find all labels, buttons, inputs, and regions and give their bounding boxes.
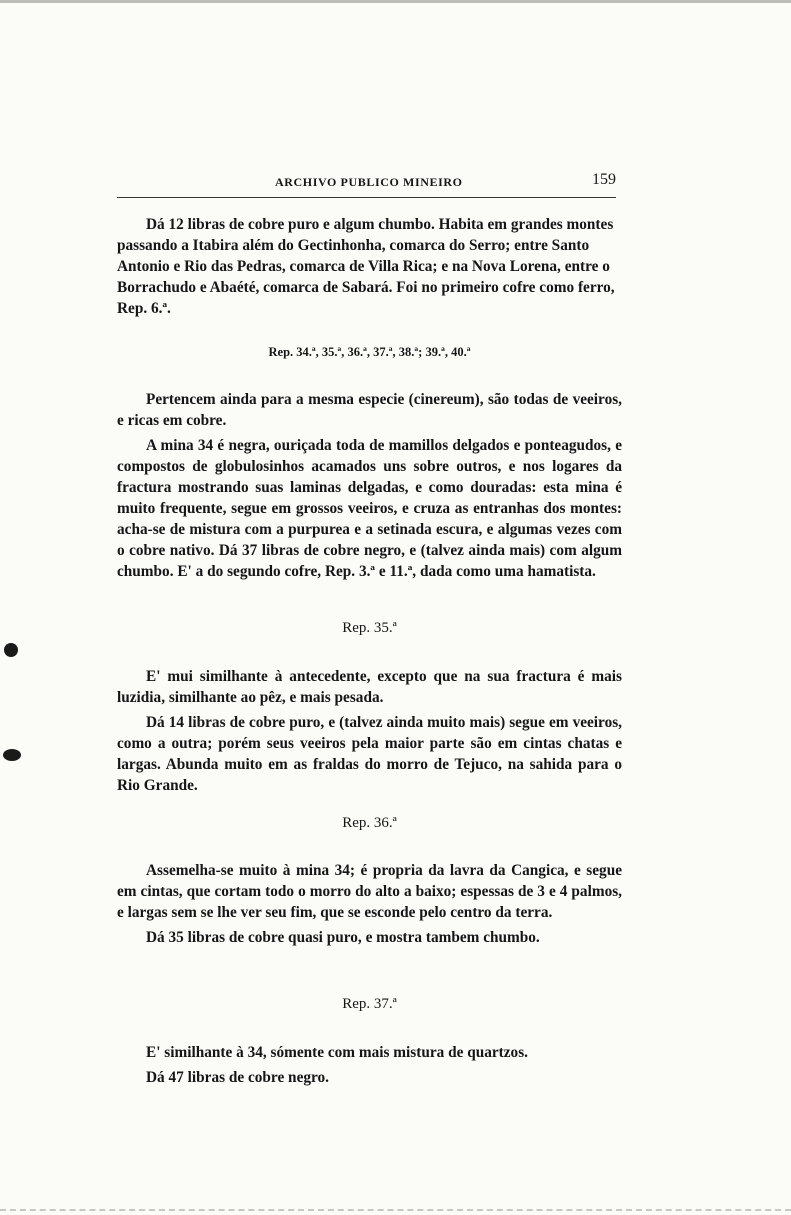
paragraph: A mina 34 é negra, ouriçada toda de mamillos delgados e ponteagudos, e compostos de globulosinhos acamados uns sobre outros, e nos logares da fractura mostrando suas laminas delgadas, e como douradas: esta mina é muito frequente, segue em grossos veeiros, e cruza as entranhas dos montes: acha-se de mistura com a purpurea e a setinada escura, e algumas vezes com o cobre nativo. Dá 37 libras de cobre negro, e (talvez ainda mais) com algum chumbo. E' a do segundo cofre, Rep. 3.ª e 11.ª, dada como uma hamatista. bbox=[117, 437, 622, 580]
section-body bbox=[117, 860, 622, 952]
paragraph: Pertencem ainda para a mesma especie (cinereum), são todas de veeiros, e ricas em cobre. bbox=[117, 391, 622, 429]
margin-ink-blot bbox=[4, 643, 18, 657]
section-heading: Rep. 34.ª, 35.ª, 36.ª, 37.ª, 38.ª; 39.ª, 40.ª bbox=[268, 345, 471, 359]
running-head: ARCHIVO PUBLICO MINEIRO bbox=[275, 175, 463, 189]
section-heading: Rep. 37.ª bbox=[342, 996, 397, 1012]
section-body bbox=[117, 666, 622, 800]
section-body bbox=[117, 389, 622, 586]
paragraph: Assemelha-se muito à mina 34; é propria da lavra da Cangica, e segue em cintas, que cortam todo o morro do alto a baixo; espessas de 3 e 4 palmos, e largas sem se lhe ver seu fim, que se esconde pelo centro da terra. bbox=[117, 862, 622, 921]
section-heading: Rep. 36.ª bbox=[342, 815, 397, 831]
intro-paragraph-block bbox=[117, 214, 622, 323]
bottom-scan-edge bbox=[0, 1209, 791, 1211]
intro-paragraph: Dá 12 libras de cobre puro e algum chumbo. Habita em grandes montes passando a Itabira além do Gectinhonha, comarca do Serro; entre Santo Antonio e Rio das Pedras, comarca de Villa Rica; e na Nova Lorena, entre o Borrachudo e Abaété, comarca de Sabará. Foi no primeiro cofre como ferro, Rep. 6.ª. bbox=[117, 216, 615, 317]
paragraph: E' mui similhante à antecedente, excepto que na sua fractura é mais luzidia, similhante ao pêz, e mais pesada. bbox=[117, 668, 622, 706]
paragraph: Dá 14 libras de cobre puro, e (talvez ainda muito mais) segue em veeiros, como a outra; porém seus veeiros pela maior parte são em cintas chatas e largas. Abunda muito em as fraldas do morro de Tejuco, na sahida para o Rio Grande. bbox=[117, 714, 622, 794]
paragraph: E' similhante à 34, sómente com mais mistura de quartzos. bbox=[146, 1044, 528, 1061]
margin-ink-blot bbox=[3, 749, 21, 761]
section-body bbox=[117, 1042, 622, 1092]
section-heading: Rep. 35.ª bbox=[342, 620, 397, 636]
header-rule bbox=[117, 197, 616, 198]
paragraph: Dá 47 libras de cobre negro. bbox=[146, 1069, 329, 1086]
paragraph: Dá 35 libras de cobre quasi puro, e mostra tambem chumbo. bbox=[146, 929, 540, 946]
page-number: 159 bbox=[592, 171, 616, 188]
page-header bbox=[117, 172, 616, 194]
top-scan-edge bbox=[0, 0, 791, 3]
